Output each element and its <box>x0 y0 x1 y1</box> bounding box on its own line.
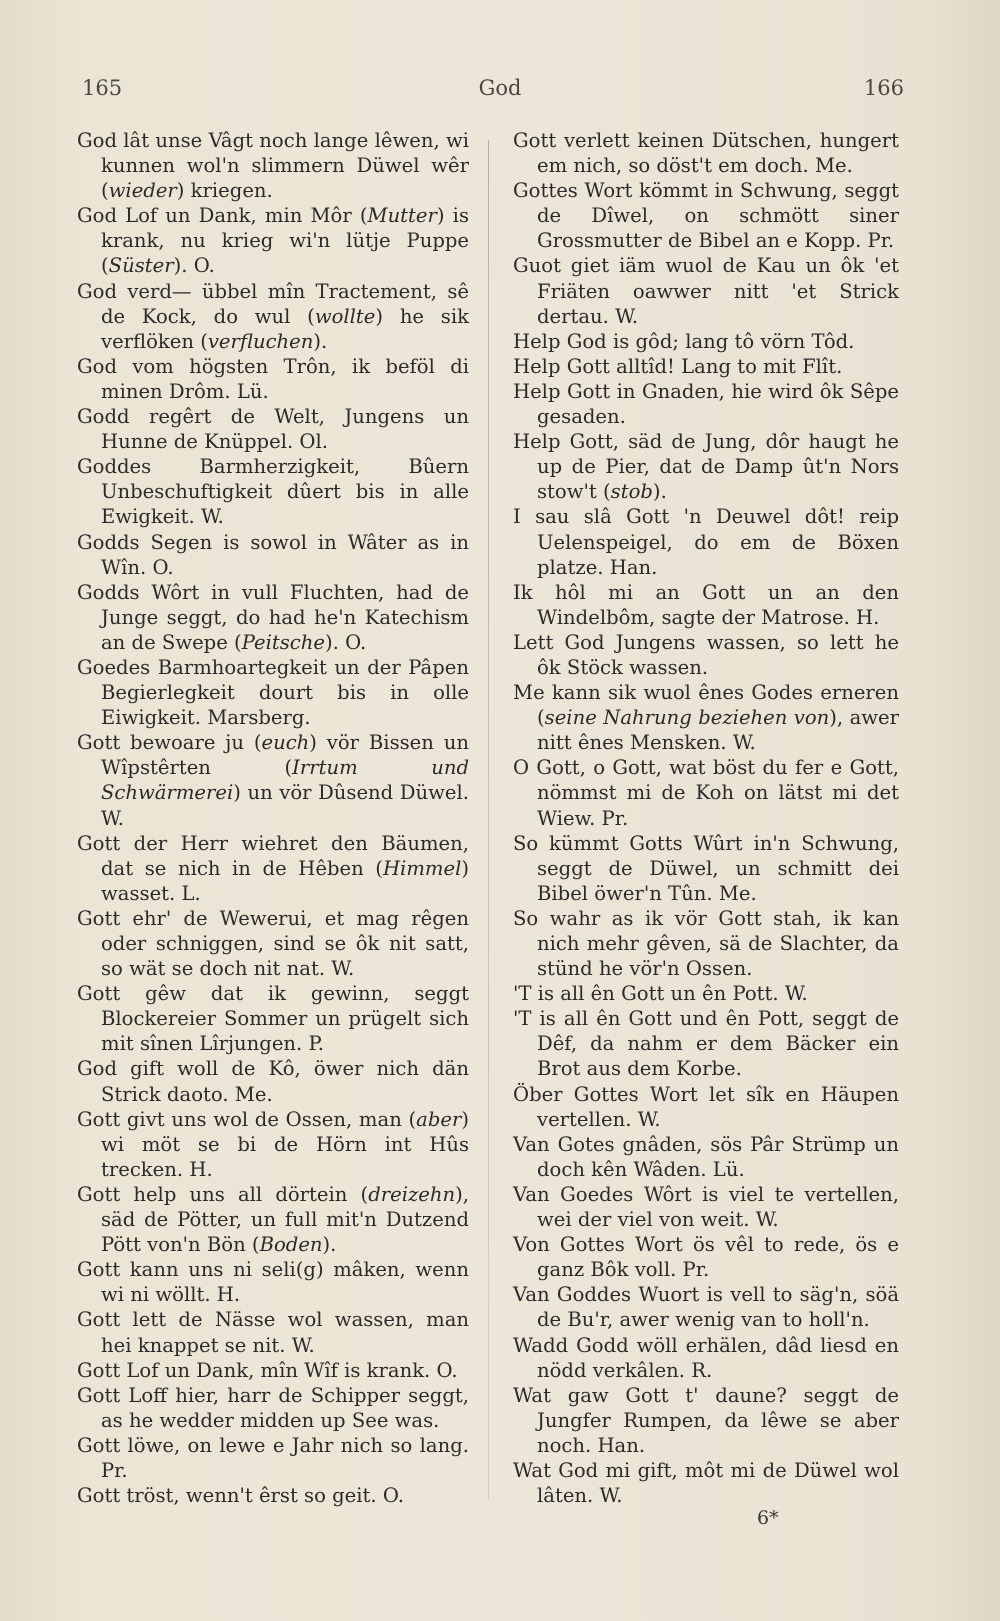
proverb-entry: Gott help uns all dörtein (dreizehn), säd de Pötter, un full mit'n Dutzend Pött von'n Bön (Boden). <box>77 1182 469 1257</box>
proverb-entry: Wadd Godd wöll erhälen, dâd liesd en nödd verkâlen. R. <box>513 1333 899 1382</box>
proverb-entry: Ik hôl mi an Gott un an den Windelbôm, sagte der Matrose. H. <box>513 580 899 629</box>
gloss: wollte <box>314 304 376 328</box>
signature-mark: 6* <box>757 1507 779 1529</box>
proverb-entry: 'T is all ên Gott und ên Pott, seggt de Dêf, da nahm er dem Bäcker ein Brot aus dem Korbe. <box>513 1007 899 1081</box>
proverb-entry: God Lof un Dank, min Môr (Mutter) is krank, nu krieg wi'n lütje Puppe (Süster). O. <box>77 204 469 278</box>
proverb-entry: 'T is all ên Gott un ên Pott. W. <box>513 982 808 1006</box>
gloss: verfluchen <box>207 329 314 353</box>
proverb-entry: Help God is gôd; lang tô vörn Tôd. <box>513 329 855 353</box>
left-column <box>77 128 469 1508</box>
proverb-entry: So kümmt Gotts Wûrt in'n Schwung, seggt de Düwel, un schmitt dei Bibel öwer'n Tûn. Me. <box>513 831 899 905</box>
gloss: stob <box>610 480 653 504</box>
proverb-entry: Godd regêrt de Welt, Jungens un Hunne de Knüppel. Ol. <box>77 405 469 454</box>
proverb-entry: Gott bewoare ju (euch) vör Bissen un Wîpstêrten (Irrtum und Schwärmerei) un vör Dûsend Düwel. W. <box>77 731 469 830</box>
gloss: Himmel <box>382 856 462 880</box>
proverb-entry: Gott tröst, wenn't êrst so geit. O. <box>77 1484 405 1508</box>
gloss: Irrtum und Schwärmerei <box>101 756 469 805</box>
proverb-entry: Van Gotes gnâden, sös Pâr Strümp un doch kên Wâden. Lü. <box>513 1132 899 1181</box>
proverb-entry: Gott verlett keinen Dütschen, hungert em nich, so döst't em doch. Me. <box>513 129 899 178</box>
proverb-entry: Gott löwe, on lewe e Jahr nich so lang. Pr. <box>77 1433 469 1482</box>
proverb-entry: Gott kann uns ni seli(g) mâken, wenn wi ni wöllt. H. <box>77 1258 469 1307</box>
proverb-entry: Gott ehr' de Wewerui, et mag rêgen oder schniggen, sind se ôk nit satt, so wät se doch nit nat. W. <box>77 906 469 981</box>
proverb-entry: Van Goddes Wuort is vell to säg'n, söä de Bu'r, awer wenig van to holl'n. <box>513 1283 899 1332</box>
proverb-entry: Goedes Barmhoartegkeit un der Pâpen Begierlegkeit dourt bis in olle Eiwigkeit. Marsberg. <box>77 655 469 730</box>
left-page-number: 165 <box>82 76 123 100</box>
proverb-entry: Öber Gottes Wort let sîk en Häupen vertellen. W. <box>513 1082 899 1131</box>
proverb-entry: God vom högsten Trôn, ik beföl di minen Drôm. Lü. <box>77 354 469 403</box>
proverb-entry: Gott Loff hier, harr de Schipper seggt, as he wedder midden up See was. <box>77 1383 469 1432</box>
running-title: God <box>478 76 522 100</box>
proverb-entry: Gott der Herr wiehret den Bäumen, dat se nich in de Hêben (Himmel) wasset. L. <box>77 831 469 905</box>
proverb-entry: So wahr as ik vör Gott stah, ik kan nich mehr gêven, sä de Slachter, da stünd he vör'n Ossen. <box>513 906 899 981</box>
proverb-entry: Me kann sik wuol ênes Godes erneren (seine Nahrung beziehen von), awer nitt ênes Mensken. W. <box>513 681 899 755</box>
proverb-entry: Guot giet iäm wuol de Kau un ôk 'et Friäten oawwer nitt 'et Strick dertau. W. <box>513 254 899 328</box>
column-divider <box>488 140 489 1500</box>
gloss: Mutter <box>367 204 437 228</box>
proverb-entry: Gott gêw dat ik gewinn, seggt Blockereier Sommer un prügelt sich mit sînen Lîrjungen. P. <box>77 982 469 1056</box>
gloss: euch <box>261 731 310 755</box>
gloss: dreizehn <box>368 1182 456 1206</box>
proverb-entry: God verd— übbel mîn Tractement, sê de Kock, do wul (wollte) he sik verflöken (verfluchen). <box>77 279 469 353</box>
proverb-entry: Von Gottes Wort ös vêl to rede, ös e ganz Bôk voll. Pr. <box>513 1233 899 1282</box>
gloss: seine Nahrung beziehen von <box>544 706 830 730</box>
proverb-entry: God gift woll de Kô, öwer nich dän Strick daoto. Me. <box>77 1057 469 1106</box>
right-page-number: 166 <box>863 76 904 100</box>
proverb-entry: Wat God mi gift, môt mi de Düwel wol lâten. W. <box>513 1458 899 1508</box>
proverb-entry: I sau slâ Gott 'n Deuwel dôt! reip Uelenspeigel, do em de Böxen platze. Han. <box>513 505 899 579</box>
proverb-entry: Gott Lof un Dank, mîn Wîf is krank. O. <box>77 1358 458 1382</box>
gloss: wieder <box>108 179 177 203</box>
proverb-entry: Godds Segen is sowol in Wâter as in Wîn. O. <box>77 530 469 579</box>
gloss: Boden <box>259 1233 323 1257</box>
gloss: Süster <box>108 254 174 278</box>
proverb-entry: Help Gott in Gnaden, hie wird ôk Sêpe gesaden. <box>513 379 899 429</box>
right-column <box>513 128 899 1508</box>
proverb-entry: Wat gaw Gott t' daune? seggt de Jungfer Rumpen, da lêwe se aber noch. Han. <box>513 1383 899 1457</box>
proverb-entry: Help Gott alltîd! Lang to mit Flît. <box>513 354 843 378</box>
proverb-entry: Gott lett de Nässe wol wassen, man hei knappet se nit. W. <box>77 1308 469 1357</box>
proverb-entry: God lât unse Vâgt noch lange lêwen, wi kunnen wol'n slimmern Düwel wêr (wieder) kriegen. <box>77 129 469 203</box>
proverb-entry: Goddes Barmherzigkeit, Bûern Unbeschuftigkeit dûert bis in alle Ewigkeit. W. <box>77 455 469 529</box>
proverb-entry: O Gott, o Gott, wat böst du fer e Gott, nömmst mi de Koh on lätst mi det Wiew. Pr. <box>513 756 899 830</box>
proverb-entry: Help Gott, säd de Jung, dôr haugt he up de Pier, dat de Damp ût'n Nors stow't (stob). <box>513 430 899 504</box>
gloss: Peitsche <box>241 630 325 654</box>
proverb-entry: Godds Wôrt in vull Fluchten, had de Junge seggt, do had he'n Katechism an de Swepe (Peitsche). O. <box>77 580 469 654</box>
proverb-entry: Gott givt uns wol de Ossen, man (aber) wi möt se bi de Hörn int Hûs trecken. H. <box>77 1107 469 1181</box>
proverb-entry: Van Goedes Wôrt is viel te vertellen, wei der viel von weit. W. <box>513 1182 899 1232</box>
gloss: aber <box>416 1107 462 1131</box>
proverb-entry: Gottes Wort kömmt in Schwung, seggt de Dîwel, on schmött siner Grossmutter de Bibel an e Kopp. Pr. <box>513 179 899 253</box>
proverb-entry: Lett God Jungens wassen, so lett he ôk Stöck wassen. <box>513 630 899 679</box>
